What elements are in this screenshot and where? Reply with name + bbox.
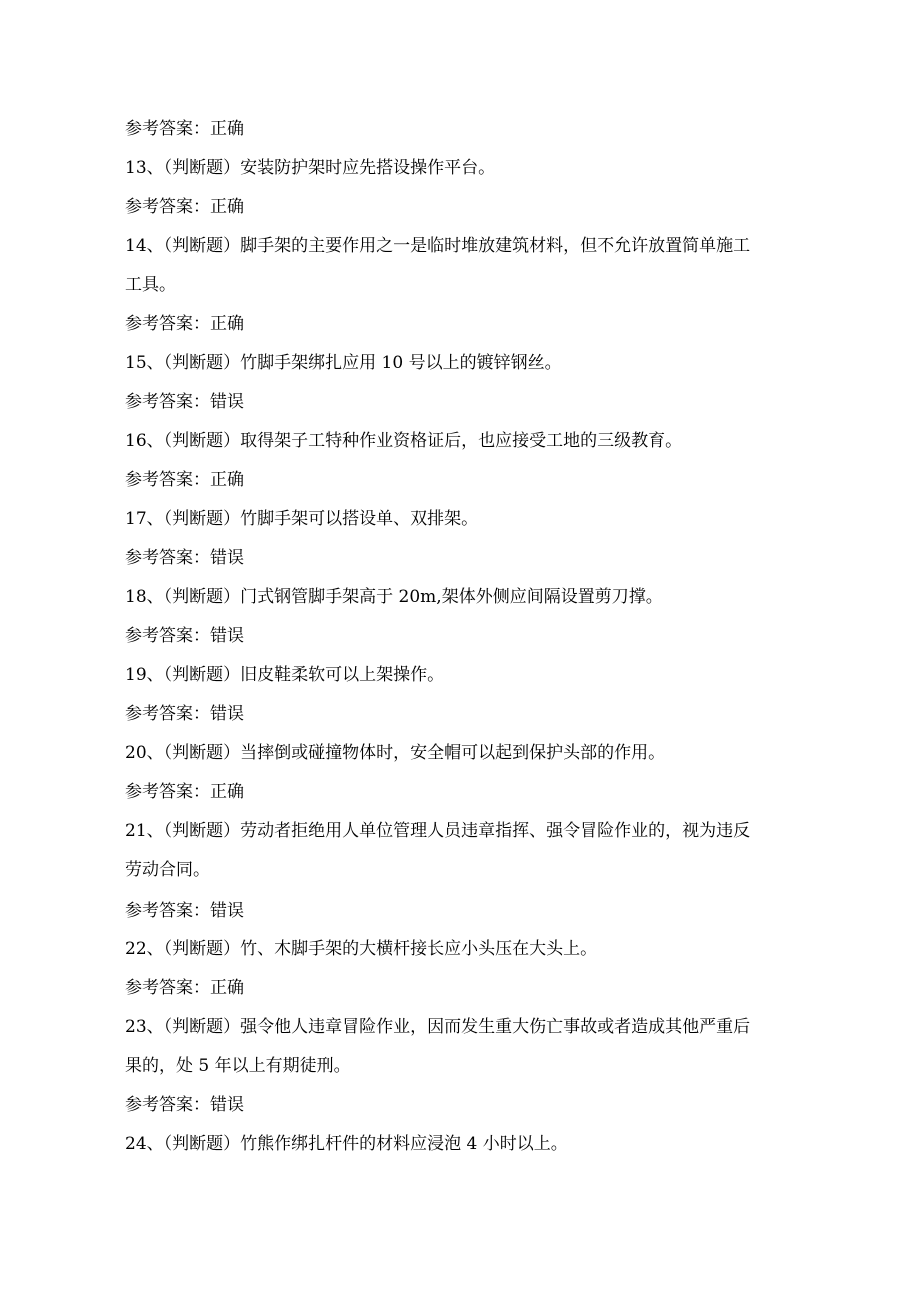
answer-line: 参考答案：错误: [125, 392, 244, 412]
answer-line: 参考答案：正确: [125, 119, 244, 139]
question-line: 23、（判断题）强令他人违章冒险作业，因而发生重大伤亡事故或者造成其他严重后: [125, 1017, 751, 1037]
question-line-continued: 果的，处 5 年以上有期徒刑。: [125, 1056, 351, 1076]
answer-line: 参考答案：正确: [125, 314, 244, 334]
question-line: 18、（判断题）门式钢管脚手架高于 20m,架体外侧应间隔设置剪刀撑。: [125, 587, 663, 607]
question-line: 21、（判断题）劳动者拒绝用人单位管理人员违章指挥、强令冒险作业的，视为违反: [125, 821, 751, 841]
question-line: 15、（判断题）竹脚手架绑扎应用 10 号以上的镀锌钢丝。: [125, 353, 562, 373]
answer-line: 参考答案：错误: [125, 1095, 244, 1115]
answer-line: 参考答案：正确: [125, 782, 244, 802]
answer-line: 参考答案：错误: [125, 626, 244, 646]
question-line: 22、（判断题）竹、木脚手架的大横杆接长应小头压在大头上。: [125, 939, 598, 959]
question-line: 14、（判断题）脚手架的主要作用之一是临时堆放建筑材料，但不允许放置简单施工: [125, 236, 751, 256]
question-line-continued: 劳动合同。: [125, 860, 210, 880]
answer-line: 参考答案：错误: [125, 704, 244, 724]
answer-line: 参考答案：错误: [125, 548, 244, 568]
answer-line: 参考答案：错误: [125, 901, 244, 921]
question-line: 13、（判断题）安装防护架时应先搭设操作平台。: [125, 158, 496, 178]
answer-line: 参考答案：正确: [125, 470, 244, 490]
question-line: 16、（判断题）取得架子工特种作业资格证后，也应接受工地的三级教育。: [125, 431, 683, 451]
answer-line: 参考答案：正确: [125, 197, 244, 217]
answer-line: 参考答案：正确: [125, 978, 244, 998]
question-line-continued: 工具。: [125, 275, 176, 295]
question-line: 17、（判断题）竹脚手架可以搭设单、双排架。: [125, 509, 479, 529]
question-line: 19、（判断题）旧皮鞋柔软可以上架操作。: [125, 665, 445, 685]
question-line: 24、（判断题）竹熊作绑扎杆件的材料应浸泡 4 小时以上。: [125, 1134, 568, 1154]
question-line: 20、（判断题）当摔倒或碰撞物体时，安全帽可以起到保护头部的作用。: [125, 743, 666, 763]
